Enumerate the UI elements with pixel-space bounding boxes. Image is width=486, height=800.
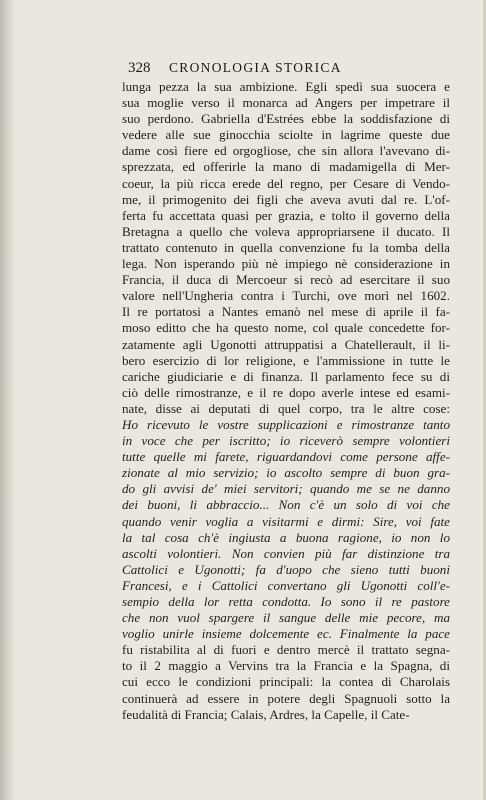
text-line: cariche giudiciarie e di finanza. Il parlamento fece su di	[122, 368, 450, 384]
text-line: suo perdono. Gabriella d'Estrées ebbe la soddisfazione di	[122, 111, 450, 127]
page-binding-shadow	[0, 0, 16, 800]
text-line: lega. Non isperando più nè impiego nè considerazione in	[122, 256, 450, 272]
quote-line: voglio unirle insieme dolcemente ec. Finalmente la pace	[122, 626, 450, 642]
quote-line: Ho ricevuto le vostre supplicazioni e rimostranze tanto	[122, 416, 450, 432]
text-line: trattato contenuto in quella convenzione fu la tomba della	[122, 239, 450, 255]
text-line: coeur, la più ricca erede del regno, per Cesare di Vendo-	[122, 175, 450, 191]
text-line: Bretagna a quello che voleva appropriarsene il ducato. Il	[122, 223, 450, 239]
text-line: continuerà ad essere in potere degli Spagnuoli sotto la	[122, 690, 450, 706]
text-line: to il 2 maggio a Vervins tra la Francia e la Spagna, di	[122, 658, 450, 674]
quote-line: quando venir voglia a visitarmi e dirmi: Sire, voi fate	[122, 513, 450, 529]
text-line: valore nell'Ungheria contra i Turchi, ove morì nel 1602.	[122, 288, 450, 304]
text-line: dame così fiere ed orgogliose, che sin allora l'avevano di-	[122, 143, 450, 159]
text-line: vedere alle sue ginocchia sciolte in lagrime queste due	[122, 127, 450, 143]
running-header	[128, 60, 358, 76]
text-line: sua moglie verso il monarca ad Angers per impetrare il	[122, 95, 450, 111]
quote-line: dei buoni, li abbraccio... Non c'è un solo di voi che	[122, 497, 450, 513]
text-line: cui ecco le condizioni principali: la contea di Charolais	[122, 674, 450, 690]
text-line: lunga pezza la sua ambizione. Egli spedì sua suocera e	[122, 79, 450, 94]
quote-line: in voce che per iscritto; io riceverò sempre volontieri	[122, 433, 450, 449]
quote-line: Cattolici e Ugonotti; fa d'uopo che sieno tutti buoni	[122, 561, 450, 577]
text-line: Il re portatosi a Nantes emanò nel mese di aprile il fa-	[122, 304, 450, 320]
quote-line: do gli avvisi de' miei servitori; quando me se ne danno	[122, 481, 450, 497]
text-line: bero esercizio di lor religione, e l'ammissione in tutte le	[122, 352, 450, 368]
quote-line: zionate al mio servizio; io ascolto sempre di buon gra-	[122, 465, 450, 481]
quote-line: la tal cosa ch'è ingiusta a buona ragione, io non lo	[122, 529, 450, 545]
text-line: me, il primogenito dei figli che aveva avuti dal re. L'of-	[122, 191, 450, 207]
text-line: Francia, il duca di Mercoeur si recò ad esercitare il suo	[122, 272, 450, 288]
text-line: ciò delle rimostranze, e il re dopo averle intese ed esami-	[122, 384, 450, 400]
quote-line: sempio della lor retta condotta. Io sono il re pastore	[122, 594, 450, 609]
quote-line: tutte quelle mi farete, riguardandovi come persone affe-	[122, 449, 450, 465]
quote-line: che non vuol spargere il sangue delle mie pecore, ma	[122, 610, 450, 626]
quote-line: Francesi, e i Cattolici convertano gli Ugonotti coll'e-	[122, 577, 450, 593]
text-line: fu ristabilita al di fuori e dentro mercè il trattato segna-	[122, 642, 450, 658]
text-line: ferta fu accettata quasi per grazia, e tolto il governo della	[122, 207, 450, 223]
page-number: 328	[128, 60, 151, 76]
text-line: sprezzata, ed offerirle la mano di madamigella di Mer-	[122, 159, 450, 175]
text-line: moso editto che ha questo nome, col quale concedette for-	[122, 320, 450, 336]
text-line: feudalità di Francia; Calais, Ardres, la Capelle, il Cate-	[122, 706, 410, 722]
text-line: zatamente agli Ugonotti attruppatisi a Chatellerault, il li-	[122, 336, 450, 352]
body-text	[122, 79, 450, 723]
text-line: nate, disse ai deputati di quel corpo, tra le altre cose:	[122, 400, 450, 416]
running-title: CRONOLOGIA STORICA	[169, 60, 342, 75]
quote-line: ascolti volontieri. Non convien più far distinzione tra	[122, 545, 450, 561]
